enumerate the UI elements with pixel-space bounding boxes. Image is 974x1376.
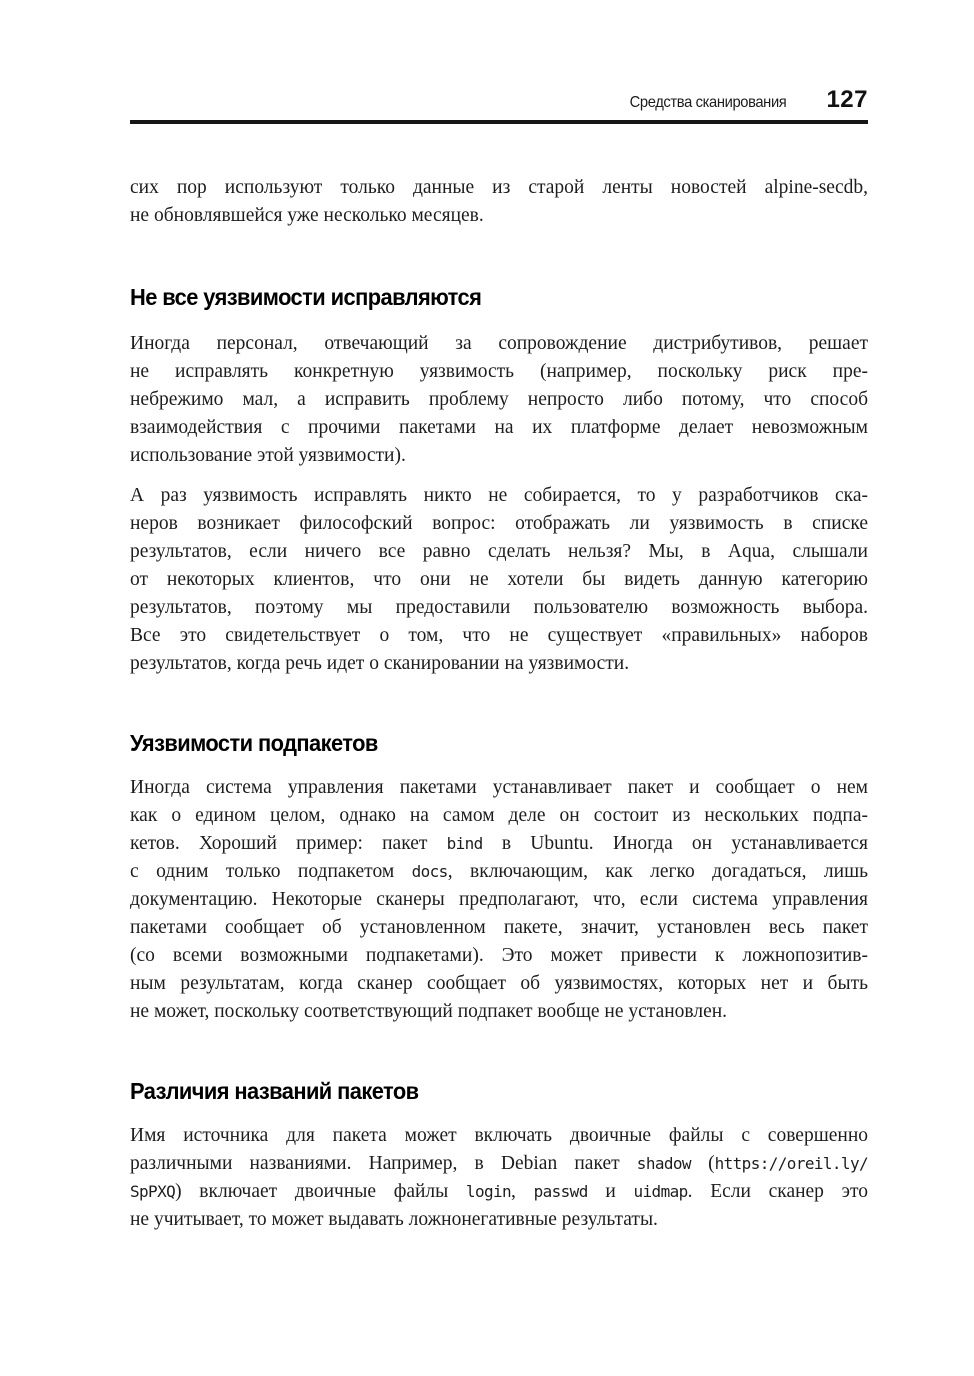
text-run: с одним только подпакетом [130,861,412,882]
paragraph [130,482,868,678]
text-run: результатов, поэтому мы предоставили пользователю возможность выбора. [130,597,868,618]
inline-code: shadow [636,1154,691,1173]
text-line [130,414,868,442]
text-run: пакетами сообщает об установленном пакете, значит, установлен весь пакет [130,917,868,938]
text-run: . Если сканер это [687,1181,868,1202]
inline-code: https://oreil.ly/ [714,1154,868,1173]
text-line [130,774,868,802]
inline-code: passwd [533,1182,588,1201]
text-run: Все это свидетельствует о том, что не существует «правильных» наборов [130,625,868,646]
inline-code: docs [411,862,448,881]
text-line [130,914,868,942]
text-run: документацию. Некоторые сканеры предполагают, что, если система управления [130,889,868,910]
text-line [130,650,868,678]
text-run: Иногда система управления пакетами устанавливает пакет и сообщает о нем [130,777,868,798]
text-line [130,202,868,230]
text-line [130,830,868,858]
text-line [130,510,868,538]
text-line [130,858,868,886]
section-heading-subpackages: Уязвимости подпакетов [130,730,378,756]
paragraph [130,774,868,1026]
text-line [130,358,868,386]
paragraph-intro [130,174,868,230]
text-run: , [511,1181,534,1202]
page-content [130,0,868,1234]
text-run: А раз уязвимость исправлять никто не собирается, то у разработчиков ска- [130,485,868,506]
text-line [130,1206,868,1234]
inline-code: uidmap [633,1182,688,1201]
text-run: взаимодействия с прочими пакетами на их платформе делает невозможным [130,417,868,438]
paragraph [130,330,868,470]
text-run: неров возникает философский вопрос: отображать ли уязвимость в списке [130,513,868,534]
section-heading-not-all-fixed: Не все уязвимости исправляются [130,284,482,310]
text-run: и [587,1181,634,1202]
text-run: различными названиями. Например, в Debian пакет [130,1153,637,1174]
text-run: ( [690,1153,715,1174]
text-run: не учитывает, то может выдавать ложнонегативные результаты. [130,1209,658,1230]
text-run: , включающим, как легко догадаться, лишь [447,861,868,882]
text-run: не может, поскольку соответствующий подпакет вообще не установлен. [130,1001,728,1022]
text-line [130,1150,868,1178]
text-run: небрежимо мал, а исправить проблему непросто либо потому, что способ [130,389,868,410]
running-head [130,86,868,114]
text-line [130,566,868,594]
inline-code: login [465,1182,512,1201]
text-line [130,886,868,914]
text-line [130,1178,868,1206]
text-run: ным результатам, когда сканер сообщает об уязвимостях, которых нет и быть [130,973,868,994]
text-line [130,998,868,1026]
paragraph [130,1122,868,1234]
text-run: Имя источника для пакета может включать двоичные файлы с совершенно [130,1125,868,1146]
text-run: Иногда персонал, отвечающий за сопровождение дистрибутивов, решает [130,333,868,354]
running-head-title: Средства сканирования [629,94,787,111]
text-run: в Ubuntu. Иногда он устанавливается [482,833,868,854]
text-run: не обновлявшейся уже несколько месяцев. [130,205,484,226]
text-line [130,802,868,830]
text-line [130,594,868,622]
text-line [130,482,868,510]
text-line [130,538,868,566]
text-line [130,442,868,470]
text-line [130,970,868,998]
text-run: кетов. Хороший пример: пакет [130,833,447,854]
text-line [130,622,868,650]
text-line [130,330,868,358]
text-line [130,942,868,970]
text-run: результатов, если ничего все равно сделать нельзя? Мы, в Aqua, слышали [130,541,868,562]
inline-code: bind [446,834,483,853]
header-rule [130,120,868,124]
text-run: (со всеми возможными подпакетами). Это может привести к ложнопозитив- [130,945,868,966]
text-line [130,386,868,414]
text-run: от некоторых клиентов, что они не хотели бы видеть данную категорию [130,569,868,590]
text-run: сих пор используют только данные из старой ленты новостей alpine-secdb, [130,177,868,198]
text-run: использование этой уязвимости). [130,445,406,466]
page-number: 127 [826,86,868,113]
text-run: ) включает двоичные файлы [175,1181,466,1202]
text-run: как о едином целом, однако на самом деле он состоит из нескольких подпа- [130,805,868,826]
text-run: результатов, когда речь идет о сканировании на уязвимости. [130,653,630,674]
section-heading-package-names: Различия названий пакетов [130,1078,419,1104]
inline-code: SpPXQ [130,1182,176,1201]
text-run: не исправлять конкретную уязвимость (например, поскольку риск пре- [130,361,868,382]
text-line [130,1122,868,1150]
text-line [130,174,868,202]
